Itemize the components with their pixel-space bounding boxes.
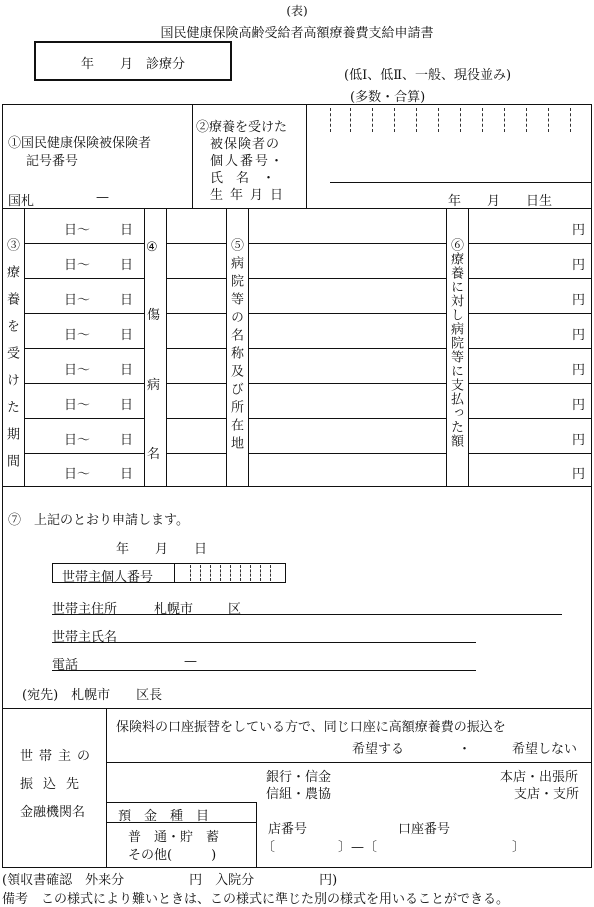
household-address-field[interactable] [52, 614, 562, 615]
patient-label-5: 生年月日 [210, 188, 291, 203]
bank-label-1: 世帯主の [20, 749, 97, 764]
store-bracket-open: 〔 [262, 840, 276, 855]
period-row-end: 日 [120, 433, 134, 448]
period-row-end: 日 [120, 293, 134, 308]
branch-type-1[interactable]: 本店・出張所 [500, 770, 579, 785]
address-city: 札幌市 [154, 602, 194, 617]
category-type: (多数・合算) [350, 90, 426, 105]
phone-label: 電話 [52, 658, 79, 673]
address-ward: 区 [228, 602, 242, 617]
form-title: 国民健康保険高齢受給者高額療養費支給申請書 [160, 26, 434, 41]
period-row-end: 日 [120, 467, 134, 482]
kokusatsu-dash: — [96, 190, 109, 205]
income-category: (低Ⅰ、低Ⅱ、一般、現役並み) [344, 68, 512, 83]
period-row[interactable]: 日～ [64, 398, 91, 413]
period-row-end: 日 [120, 258, 134, 273]
deposit-type-header: 預 金 種 目 [118, 809, 210, 824]
period-row-end: 日 [120, 398, 134, 413]
branch-type-2[interactable]: 支店・支所 [514, 787, 580, 802]
shinryo-label: 年 月 診療分 [80, 57, 185, 72]
household-name-label: 世帯主氏名 [52, 630, 118, 645]
amount-cell[interactable]: 円 [572, 293, 586, 308]
period-row-end: 日 [120, 223, 134, 238]
patient-personal-number-field[interactable] [306, 108, 592, 132]
transfer-option-separator: ・ [458, 742, 472, 757]
application-date[interactable]: 年 月 日 [116, 542, 208, 557]
account-number-label: 口座番号 [398, 822, 451, 837]
store-number-field[interactable] [276, 836, 336, 854]
injury-char-3: 名 [147, 447, 161, 462]
transfer-no-wish-option[interactable]: 希望しない [512, 742, 578, 757]
injury-char-2: 病 [147, 378, 161, 393]
account-number-field[interactable] [386, 836, 510, 854]
birth-date-field[interactable]: 年 月 日生 [448, 194, 553, 209]
amount-cell[interactable]: 円 [572, 433, 586, 448]
amount-cell[interactable]: 円 [572, 467, 586, 482]
amount-cell[interactable]: 円 [572, 363, 586, 378]
bank-name-field[interactable] [108, 764, 258, 800]
injury-number: ④ [146, 240, 158, 255]
kokusatsu-label: 国札 [8, 194, 35, 209]
amount-cell[interactable]: 円 [572, 398, 586, 413]
household-personal-number-label: 世帯主個人番号 [62, 570, 154, 585]
patient-label-4: 氏 名 ・ [210, 171, 276, 186]
household-name-field[interactable] [52, 642, 476, 643]
bank-label-2: 振込先 [20, 777, 90, 792]
period-row[interactable]: 日～ [64, 293, 91, 308]
period-row[interactable]: 日～ [64, 433, 91, 448]
receipt-check: (領収書確認 外来分 円 入院分 円) [2, 873, 338, 888]
phone-dash: — [184, 654, 197, 669]
store-number-label: 店番号 [268, 822, 308, 837]
period-row-end: 日 [120, 363, 134, 378]
patient-label-2: 被保険者の [210, 137, 281, 152]
addressee: (宛先) 札幌市 区長 [22, 688, 163, 703]
bank-type-1[interactable]: 銀行・信金 [266, 770, 332, 785]
amount-cell[interactable]: 円 [572, 258, 586, 273]
period-row[interactable]: 日～ [64, 223, 91, 238]
amount-cell[interactable]: 円 [572, 223, 586, 238]
period-column-label: ③療養を受けた期間 [4, 238, 19, 481]
remarks-note: 備考 この様式により難いときは、この様式に準じた別の様式を用いることができる。 [2, 892, 510, 907]
injury-char-1: 傷 [147, 308, 161, 323]
bank-label-3: 金融機関名 [20, 805, 86, 820]
period-row[interactable]: 日～ [64, 328, 91, 343]
period-row[interactable]: 日～ [64, 467, 91, 482]
amount-cell[interactable]: 円 [572, 328, 586, 343]
application-statement: ⑦ 上記のとおり申請します。 [8, 513, 189, 528]
account-bracket-close: 〕 [512, 840, 526, 855]
deposit-type-option-2[interactable]: その他( ) [128, 848, 217, 863]
insurance-number-label: ①国民健康保険被保険者 [8, 136, 152, 151]
form-note: (表) [286, 4, 308, 18]
household-address-label: 世帯主住所 [52, 602, 118, 617]
patient-label-3: 個人番号・ [210, 154, 286, 169]
store-account-separator: 〕—〔 [338, 840, 378, 855]
transfer-wish-option[interactable]: 希望する [352, 742, 405, 757]
period-row[interactable]: 日～ [64, 363, 91, 378]
deposit-type-option-1[interactable]: 普 通・貯 蓄 [128, 830, 220, 845]
period-row-end: 日 [120, 328, 134, 343]
hospital-column-label: ⑤病院等の名称及び所在地 [228, 238, 243, 454]
insurance-number-sublabel: 記号番号 [26, 154, 79, 169]
bank-type-2[interactable]: 信組・農協 [266, 787, 332, 802]
patient-label-1: ②療養を受けた [196, 120, 288, 135]
payment-column-label: ⑥療養に対し病院等に支払った額 [448, 238, 463, 448]
phone-field[interactable] [52, 670, 476, 671]
period-row[interactable]: 日～ [64, 258, 91, 273]
transfer-notice: 保険料の口座振替をしている方で、同じ口座に高額療養費の振込を [116, 720, 506, 735]
patient-name-field[interactable] [330, 140, 592, 180]
